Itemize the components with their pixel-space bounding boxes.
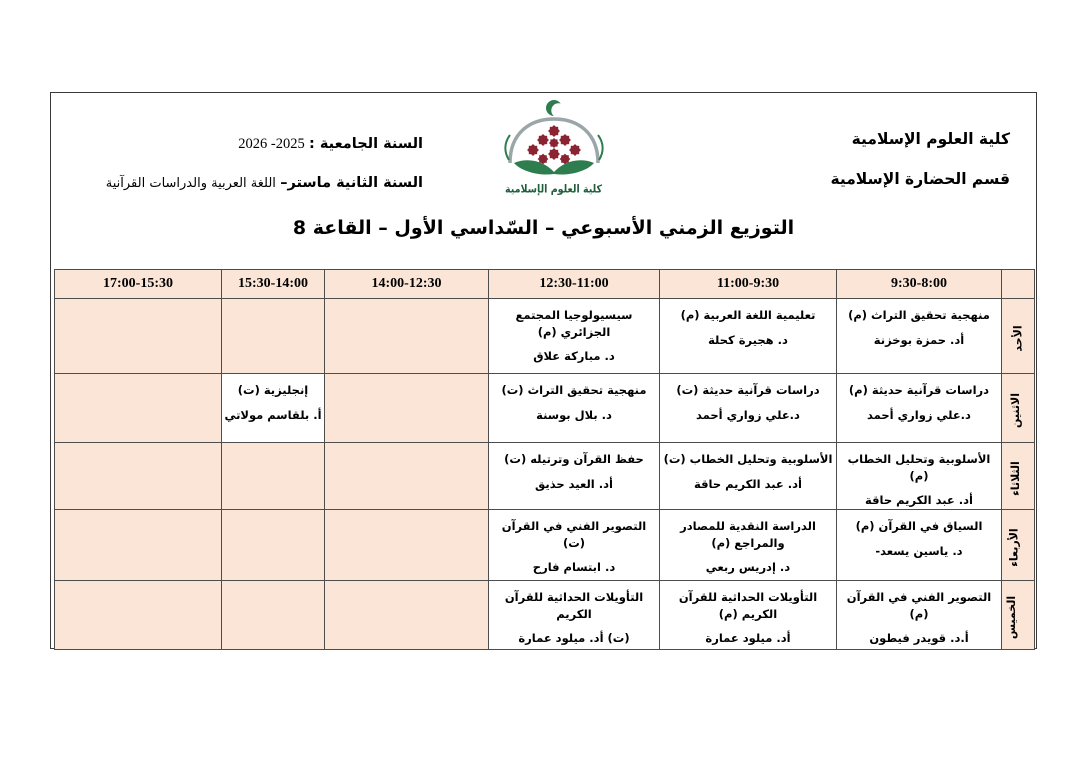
academic-block (81, 125, 423, 203)
slot-cell (222, 581, 325, 650)
day-row (55, 581, 1035, 650)
document-frame (50, 92, 1037, 649)
course-name: دراسات قرآنية حديثة (م) (848, 383, 990, 397)
program-label: السنة الثانية ماستر– (280, 175, 423, 191)
course-name: السياق في القرآن (م) (855, 519, 983, 533)
slot-cell (837, 581, 1002, 650)
teacher-name: د.علي زواري أحمد (696, 407, 800, 422)
slot-cell (489, 510, 660, 581)
teacher-name: د. ياسين يسعد- (875, 543, 963, 558)
time-header: 17:00-15:30 (55, 270, 222, 299)
day-cell (1002, 510, 1035, 581)
slot-cell (55, 510, 222, 581)
course-name: التصوير الفني في القرآن (ت) (501, 519, 647, 550)
academic-year-label: السنة الجامعية : (309, 136, 423, 152)
teacher-name: أد. عبد الكريم حاقة (694, 476, 802, 491)
time-header: 9:30-8:00 (837, 270, 1002, 299)
teacher-name: أ.د. قويدر فيطون (869, 631, 969, 646)
slot-cell (660, 299, 837, 374)
slot-cell (660, 443, 837, 510)
course-name: الأسلوبية وتحليل الخطاب (م) (847, 452, 991, 483)
teacher-name: أد. العيد حذيق (535, 476, 613, 491)
slot-cell (325, 299, 489, 374)
course-name: التأويلات الحداثية للقرآن الكريم (504, 590, 644, 621)
slot-cell (325, 581, 489, 650)
slot-cell (837, 510, 1002, 581)
teacher-name: د.علي زواري أحمد (867, 407, 971, 422)
teacher-name: أد. ميلود عمارة (705, 631, 791, 646)
timetable-body (55, 299, 1035, 650)
day-cell (1002, 443, 1035, 510)
academic-year-line (81, 125, 423, 164)
course-name: التأويلات الحداثية للقرآن الكريم (م) (678, 590, 818, 621)
institution-block (830, 119, 1010, 199)
crescent-icon (546, 100, 566, 118)
course-name: التصوير الفني في القرآن (م) (846, 590, 992, 621)
slot-cell (55, 374, 222, 443)
teacher-name: (ت) أد. ميلود عمارة (518, 631, 630, 646)
slot-cell (837, 374, 1002, 443)
slot-cell (55, 299, 222, 374)
slot-cell (660, 374, 837, 443)
day-label: الاثنين (1009, 392, 1023, 428)
course-name: حفظ القرآن وترتيله (ت) (504, 452, 644, 466)
academic-year-value: 2025- 2026 (238, 136, 305, 152)
faculty-logo (491, 97, 617, 195)
slot-cell (489, 443, 660, 510)
day-cell (1002, 299, 1035, 374)
program-value: اللغة العربية والدراسات القرآنية (105, 176, 276, 191)
teacher-name: د. بلال بوسنة (536, 407, 612, 422)
teacher-name: أد. عبد الكريم حاقة (865, 493, 973, 508)
teacher-name: د. هجيرة كحلة (708, 332, 788, 347)
course-name: منهجية تحقيق التراث (ت) (501, 383, 647, 397)
teacher-name: د. مباركة علاق (533, 349, 615, 364)
day-row (55, 374, 1035, 443)
slot-cell (837, 299, 1002, 374)
book-shape (514, 160, 594, 174)
teacher-name: أ. بلقاسم مولاتي (224, 407, 322, 422)
time-header: 11:00-9:30 (660, 270, 837, 299)
day-label: الثلاثاء (1009, 460, 1023, 496)
slot-cell (660, 581, 837, 650)
day-label: الخميس (1004, 595, 1018, 639)
course-name: دراسات قرآنية حديثة (ت) (676, 383, 820, 397)
slot-cell (489, 581, 660, 650)
day-row (55, 299, 1035, 374)
day-label: الأحد (1011, 324, 1025, 352)
day-label: الأربعاء (1007, 527, 1021, 567)
slot-cell (222, 374, 325, 443)
slot-cell (222, 510, 325, 581)
day-row (55, 510, 1035, 581)
slot-cell (325, 374, 489, 443)
time-header-row (55, 270, 1035, 299)
slot-cell (660, 510, 837, 581)
time-header: 15:30-14:00 (222, 270, 325, 299)
slot-cell (222, 443, 325, 510)
teacher-name: أد. حمزة بوخزنة (873, 332, 965, 347)
course-name: منهجية تحقيق التراث (م) (848, 308, 990, 322)
page-title: التوزيع الزمني الأسبوعي – السّداسي الأول – القاعة 8 (292, 217, 795, 239)
teacher-name: د. إدريس ربعي (705, 560, 791, 575)
faculty-logo-emblem (494, 97, 614, 179)
slot-cell (489, 374, 660, 443)
day-column-header (1002, 270, 1035, 299)
slot-cell (55, 581, 222, 650)
day-cell (1002, 581, 1035, 650)
course-name: الأسلوبية وتحليل الخطاب (ت) (663, 452, 833, 466)
slot-cell (222, 299, 325, 374)
course-name: سيسيولوجيا المجتمع الجزائري (م) (515, 308, 633, 339)
course-name: إنجليزية (ت) (237, 383, 309, 397)
department-name: قسم الحضارة الإسلامية (830, 170, 1010, 188)
slot-cell (325, 510, 489, 581)
timetable (54, 269, 1035, 650)
time-header: 14:00-12:30 (325, 270, 489, 299)
faculty-name: كلية العلوم الإسلامية (851, 130, 1010, 148)
slot-cell (325, 443, 489, 510)
time-header: 12:30-11:00 (489, 270, 660, 299)
slot-cell (489, 299, 660, 374)
logo-caption: كلية العلوم الإسلامية (504, 183, 603, 196)
course-name: الدراسة النقدية للمصادر والمراجع (م) (680, 519, 816, 550)
slot-cell (55, 443, 222, 510)
course-name: تعليمية اللغة العربية (م) (680, 308, 816, 322)
slot-cell (837, 443, 1002, 510)
teacher-name: د. ابتسام فارح (532, 560, 616, 575)
day-row (55, 443, 1035, 510)
program-line (81, 164, 423, 203)
day-cell (1002, 374, 1035, 443)
star-cluster (527, 125, 581, 164)
